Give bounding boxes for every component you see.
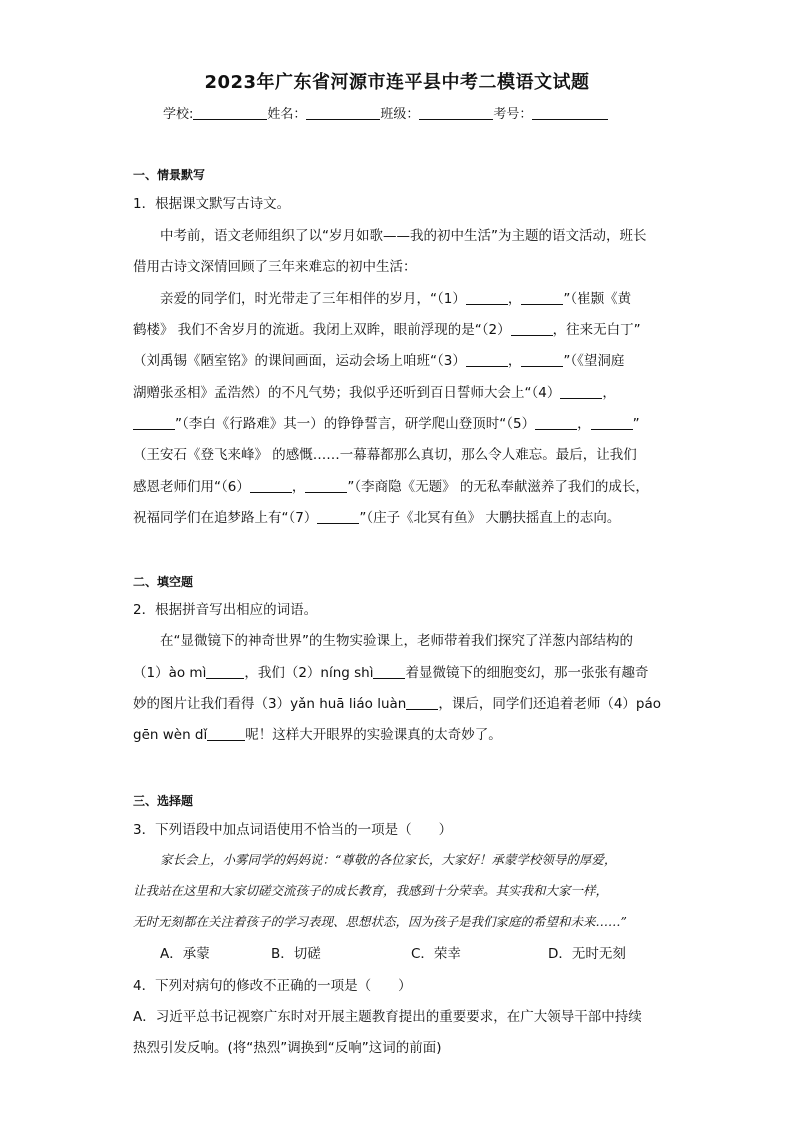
question-2-stem: 2．根据拼音写出相应的词语。	[133, 602, 318, 618]
blank-5a[interactable]	[535, 415, 577, 430]
text: ，我们（2）níng shì	[244, 665, 374, 681]
blank-4b[interactable]	[133, 415, 175, 430]
question-4-stem: 4．下列对病句的修改不正确的一项是（ ）	[133, 978, 412, 994]
blank-paogenwendi[interactable]	[207, 726, 245, 741]
text: （1）ào mì	[133, 665, 207, 681]
section-heading-1: 一、情景默写	[133, 168, 206, 182]
question-3-stem: 3．下列语段中加点词语使用不恰当的一项是（ ）	[133, 822, 453, 838]
text: ，	[577, 416, 591, 432]
name-label: 姓名：	[267, 107, 307, 122]
school-label: 学校:	[163, 107, 194, 122]
text: ”（《望洞庭	[563, 353, 625, 369]
name-field[interactable]	[306, 105, 380, 120]
blank-2[interactable]	[511, 321, 553, 336]
q1-paragraph-line	[133, 475, 649, 495]
blank-4a[interactable]	[560, 384, 602, 399]
q1-paragraph-line	[133, 349, 624, 369]
text: ，课后，同学们还追着老师（4）páo	[438, 696, 662, 712]
q2-paragraph-line	[133, 661, 648, 681]
class-field[interactable]	[419, 105, 493, 120]
text: gēn wèn dǐ	[133, 727, 208, 743]
exam-no-field[interactable]	[532, 105, 608, 120]
text: 呢！这样大开眼界的实验课真的太奇妙了。	[245, 727, 502, 743]
text: 祝福同学们在追梦路上有“（7）	[133, 510, 318, 526]
blank-ningshi[interactable]	[373, 664, 405, 679]
q3-passage-line: 无时无刻都在关注着孩子的学习表现、思想状态，因为孩子是我们家庭的希望和未来……”	[133, 914, 627, 929]
exam-no-label: 考号：	[493, 107, 533, 122]
text: 感恩老师们用“（6）	[133, 479, 250, 495]
q1-paragraph-line: （王安石《登飞来峰》 的感慨……一幕幕都那么真切，那么令人难忘。最后，让我们	[133, 447, 637, 463]
text: 妙的图片让我们看得（3）yǎn huā liáo luàn	[133, 696, 407, 712]
text: 着显微镜下的细胞变幻，那一张张有趣奇	[405, 665, 649, 681]
q3-option-c[interactable]: C．荣幸	[411, 946, 461, 962]
text: ，	[291, 479, 306, 495]
q3-option-d[interactable]: D．无时无刻	[548, 946, 626, 962]
text: 亲爱的同学们，时光带走了三年相伴的岁月，“（1）	[160, 291, 466, 307]
section-heading-2: 二、填空题	[133, 575, 194, 589]
text: （刘禹锡《陋室铭》的课间画面，运动会场上咱班“（3）	[133, 353, 466, 369]
q2-paragraph-line	[133, 692, 661, 712]
q1-paragraph-line	[133, 318, 641, 338]
blank-6a[interactable]	[250, 478, 292, 493]
q3-option-b[interactable]: B．切磋	[271, 946, 321, 962]
text: ”（庄子《北冥有鱼》 大鹏扶摇直上的志向。	[359, 510, 621, 526]
q2-paragraph-line	[133, 723, 502, 743]
question-1-stem: 1．根据课文默写古诗文。	[133, 196, 291, 212]
text: ，	[507, 291, 522, 307]
blank-3a[interactable]	[466, 352, 508, 367]
q1-paragraph-line	[133, 381, 616, 401]
text: ”（崔颢《黄	[563, 291, 632, 307]
page-title: 2023年广东省河源市连平县中考二模语文试题	[204, 72, 590, 93]
q3-passage-line: 家长会上，小雾同学的妈妈说：“尊敬的各位家长，大家好！承蒙学校领导的厚爱，	[160, 852, 617, 867]
blank-3b[interactable]	[521, 352, 563, 367]
text: ，往来无白丁”	[552, 322, 641, 338]
q3-passage-line: 让我站在这里和大家切磋交流孩子的成长教育，我感到十分荣幸。其实我和大家一样，	[133, 883, 609, 898]
q4-option-a-line[interactable]: A．习近平总书记视察广东时对开展主题教育提出的重要要求，在广大领导干部中持续	[133, 1009, 642, 1025]
blank-yanhualiaoluan[interactable]	[406, 695, 438, 710]
text: 鹤楼》 我们不舍岁月的流逝。我闭上双眸，眼前浮现的是“（2）	[133, 322, 511, 338]
school-field[interactable]	[193, 105, 267, 120]
student-info-line	[163, 103, 608, 122]
text: ，	[507, 353, 522, 369]
blank-6b[interactable]	[305, 478, 347, 493]
q3-option-a[interactable]: A．承蒙	[160, 946, 210, 962]
blank-5b[interactable]	[591, 415, 633, 430]
q4-option-a-line[interactable]: 热烈引发反响。(将“热烈”调换到“反响”这词的前面)	[133, 1040, 442, 1056]
blank-aomi[interactable]	[206, 664, 244, 679]
section-heading-3: 三、选择题	[133, 794, 194, 808]
text: ”（李商隐《无题》 的无私奉献滋养了我们的成长，	[347, 479, 649, 495]
q1-paragraph-line: 借用古诗文深情回顾了三年来难忘的初中生活：	[133, 259, 417, 275]
q2-paragraph-line: 在“显微镜下的神奇世界”的生物实验课上，老师带着我们探究了洋葱内部结构的	[160, 633, 633, 649]
q1-paragraph-line	[133, 412, 640, 432]
text: ，	[602, 385, 616, 401]
blank-1a[interactable]	[466, 290, 508, 305]
blank-1b[interactable]	[521, 290, 563, 305]
class-label: 班级：	[380, 107, 420, 122]
q1-paragraph-line: 中考前，语文老师组织了以“岁月如歌——我的初中生活”为主题的语文活动，班长	[160, 228, 647, 244]
text: ”（李白《行路难》其一）的铮铮誓言，研学爬山登顶时“（5）	[175, 416, 536, 432]
text: ”	[632, 416, 640, 432]
q1-paragraph-line	[160, 287, 631, 307]
blank-7[interactable]	[317, 509, 359, 524]
text: 湖赠张丞相》孟浩然）的不凡气势；我似乎还听到百日誓师大会上“（4）	[133, 385, 561, 401]
q1-paragraph-line	[133, 506, 620, 526]
